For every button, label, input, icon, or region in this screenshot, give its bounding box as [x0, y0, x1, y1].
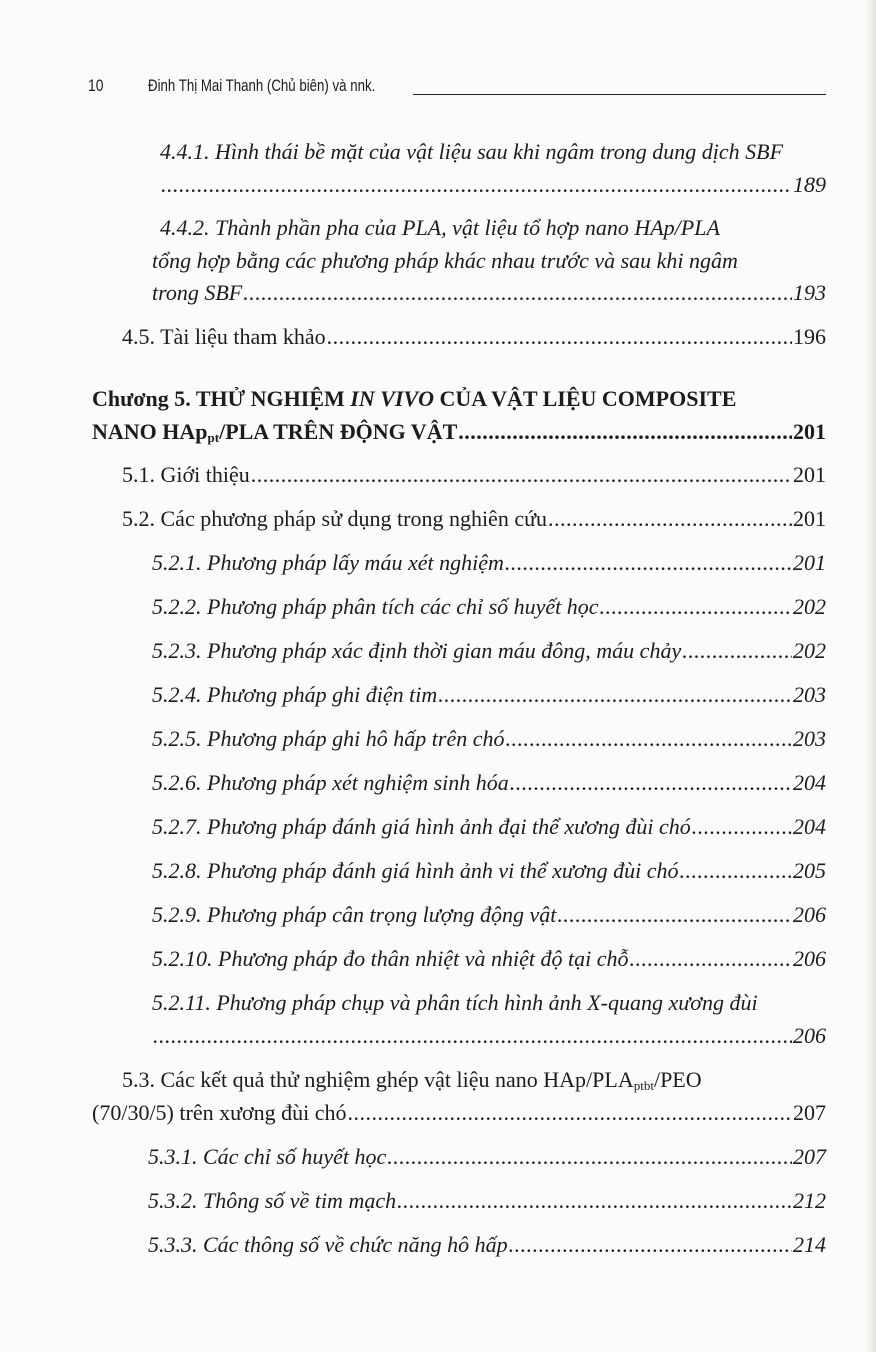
chapter-title-line2: [92, 417, 457, 447]
toc-entry-text: tổng hợp bằng các phương pháp khác nhau trước và sau khi ngâm: [152, 248, 738, 273]
toc-entry-text: 5.2.8. Phương pháp đánh giá hình ảnh vi thể xương đùi chó: [152, 858, 679, 883]
toc-entry-text: (70/30/5) trên xương đùi chó: [92, 1100, 347, 1125]
toc-entry-text: [122, 1065, 702, 1095]
running-head: Đinh Thị Mai Thanh (Chủ biên) và nnk.: [148, 76, 376, 95]
toc-entry-text: 5.2.10. Phương pháp đo thân nhiệt và nhiệt độ tại chỗ: [152, 946, 629, 971]
toc-entry-4-5: [122, 322, 826, 352]
toc-entry-5-2-7: [152, 812, 826, 842]
dot-leader: [557, 900, 792, 930]
toc-entry-text: 5.2.11. Phương pháp chụp và phân tích hình ảnh X-quang xương đùi: [152, 990, 758, 1015]
dot-leader: [630, 944, 792, 974]
toc-entry-text: 4.4.2. Thành phần pha của PLA, vật liệu tổ hợp nano HAp/PLA: [160, 215, 720, 240]
dot-leader: [251, 460, 792, 490]
dot-leader: [161, 170, 792, 200]
dot-leader: [548, 504, 792, 534]
subscript: ptbt: [633, 1078, 654, 1093]
toc-entry-text: 5.3.2. Thông số về tim mạch: [148, 1188, 397, 1213]
toc-entry-5-2-1: [152, 548, 826, 578]
dot-leader: [509, 1230, 792, 1260]
toc-entry-text: 5.2.1. Phương pháp lấy máu xét nghiệm: [152, 550, 504, 575]
toc-entry-5-2-2: [152, 592, 826, 622]
toc-entry-5-3: [122, 1065, 826, 1095]
toc-page-number: 206: [793, 1023, 826, 1048]
toc-entry-text: 5.2.4. Phương pháp ghi điện tim: [152, 682, 438, 707]
chapter-title-italic: IN VIVO: [350, 386, 435, 411]
toc-entry-text: 5.2.6. Phương pháp xét nghiệm sinh hóa: [152, 770, 509, 795]
toc-page-number: 196: [793, 324, 826, 349]
dot-leader: [438, 680, 792, 710]
subscript: pt: [207, 430, 220, 445]
toc-page-number: 204: [793, 770, 826, 795]
chapter-title-part: Chương 5. THỬ NGHIỆM: [92, 386, 351, 411]
chapter-title-line1: [92, 384, 736, 414]
toc-entry-4-4-1-leader: [160, 170, 826, 200]
toc-entry-5-2-4: [152, 680, 826, 710]
toc-entry-5-3-3: [148, 1230, 826, 1260]
toc-page-number: 201: [793, 506, 826, 531]
toc-page-number: 201: [793, 419, 826, 444]
toc-entry-5-3-1: [148, 1142, 826, 1172]
chapter-title-part: CỦA VẬT LIỆU COMPOSITE: [434, 386, 737, 411]
toc-entry-5-2-11-leader: [152, 1021, 826, 1051]
toc-entry-text: 5.2.5. Phương pháp ghi hô hấp trên chó: [152, 726, 505, 751]
toc-entry-4-4-2: [160, 213, 826, 243]
toc-entry-5-2: [122, 504, 826, 534]
toc-page-number: 206: [793, 946, 826, 971]
toc-entry-text: 5.3.1. Các chỉ số huyết học: [148, 1144, 387, 1169]
toc-page-number: 204: [793, 814, 826, 839]
toc-entry-text: 5.2.2. Phương pháp phân tích các chỉ số huyết học: [152, 594, 599, 619]
dot-leader: [387, 1142, 792, 1172]
toc-entry-5-2-10: [152, 944, 826, 974]
dot-leader: [153, 1021, 792, 1051]
toc-page-number: 207: [793, 1144, 826, 1169]
dot-leader: [506, 724, 793, 754]
toc-entry-5-3-line2: [92, 1098, 826, 1128]
toc-entry-text: 5.2.3. Phương pháp xác định thời gian máu đông, máu chảy: [152, 638, 682, 663]
toc-entry-text: 5.3.3. Các thông số về chức năng hô hấp: [148, 1232, 508, 1257]
toc-page-number: 214: [793, 1232, 826, 1257]
toc-page-number: 202: [793, 638, 826, 663]
dot-leader: [600, 592, 792, 622]
toc-page-number: 207: [793, 1100, 826, 1125]
toc-entry-4-4-2-line2: [152, 246, 826, 276]
toc-entry-text: 5.2.9. Phương pháp cân trọng lượng động vật: [152, 902, 557, 927]
dot-leader: [505, 548, 792, 578]
toc-chapter-5: [92, 384, 826, 414]
dot-leader: [680, 856, 792, 886]
dot-leader: [327, 322, 792, 352]
toc-entry-4-4-1: [160, 137, 826, 167]
toc-entry-4-4-2-line3: [152, 278, 826, 308]
toc-page-number: 189: [793, 172, 826, 197]
dot-leader: [682, 636, 792, 666]
toc-page-number: 201: [793, 550, 826, 575]
chapter-title-part: NANO HAp: [92, 419, 208, 444]
toc-entry-text: 5.2.7. Phương pháp đánh giá hình ảnh đại thể xương đùi chó: [152, 814, 691, 839]
toc-entry-part: 5.3. Các kết quả thử nghiệm ghép vật liệu nano HAp/PLA: [122, 1067, 634, 1092]
toc-page-number: 206: [793, 902, 826, 927]
page-header: [88, 74, 826, 104]
toc-page-number: 201: [793, 462, 826, 487]
toc-entry-part: /PEO: [653, 1067, 702, 1092]
toc-page-number: 193: [793, 280, 826, 305]
toc-entry-5-2-6: [152, 768, 826, 798]
toc-entry-5-2-5: [152, 724, 826, 754]
toc-page-number: 203: [793, 682, 826, 707]
toc-page-number: 203: [793, 726, 826, 751]
chapter-title-part: /PLA TRÊN ĐỘNG VẬT: [219, 419, 458, 444]
toc-entry-5-3-2: [148, 1186, 826, 1216]
dot-leader: [692, 812, 792, 842]
toc-entry-5-2-9: [152, 900, 826, 930]
header-rule: [413, 94, 826, 95]
toc-entry-text: 5.1. Giới thiệu: [122, 462, 250, 487]
dot-leader: [458, 417, 792, 447]
toc-page-number: 212: [793, 1188, 826, 1213]
dot-leader: [397, 1186, 792, 1216]
page-number: 10: [88, 76, 104, 95]
dot-leader: [243, 278, 792, 308]
dot-leader: [510, 768, 792, 798]
dot-leader: [348, 1098, 792, 1128]
toc-entry-5-2-3: [152, 636, 826, 666]
toc-entry-text: 4.5. Tài liệu tham khảo: [122, 324, 326, 349]
toc-entry-text: 4.4.1. Hình thái bề mặt của vật liệu sau khi ngâm trong dung dịch SBF: [160, 139, 784, 164]
toc-chapter-5-line2: [92, 417, 826, 447]
toc-page-number: 202: [793, 594, 826, 619]
toc-page-number: 205: [793, 858, 826, 883]
toc-entry-text: 5.2. Các phương pháp sử dụng trong nghiên cứu: [122, 506, 548, 531]
page-edge-shadow: [866, 0, 876, 1352]
toc-entry-text: trong SBF: [152, 280, 243, 305]
toc-entry-5-2-8: [152, 856, 826, 886]
toc-entry-5-1: [122, 460, 826, 490]
toc-entry-5-2-11: [152, 988, 826, 1018]
